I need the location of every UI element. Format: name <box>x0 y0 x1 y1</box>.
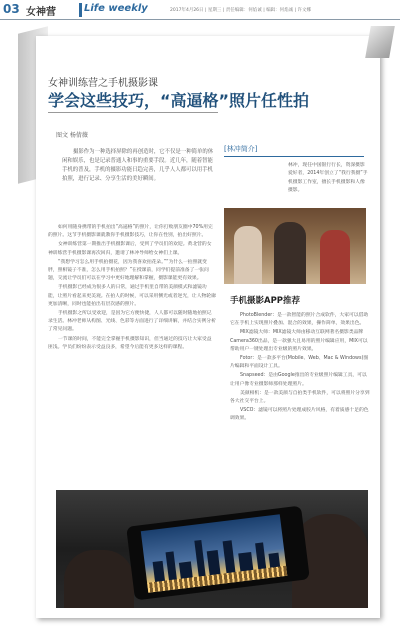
bio-box-rule <box>224 156 364 157</box>
building <box>166 551 178 582</box>
smartphone <box>126 506 310 601</box>
person-figure <box>234 226 262 284</box>
title-rule <box>48 112 218 113</box>
page-header <box>0 0 400 20</box>
section-name: 女神营 <box>26 7 56 18</box>
header-divider <box>79 3 82 17</box>
body-paragraph: 如何用随身携带的手机拍出“高逼格”的照片，让你打败朋友圈中70%用完的照片。这节手机摄影课就教你手机摄影技巧，让你在性别，拍出好照片。 <box>48 225 213 239</box>
body-paragraph: “我想学习怎么用手机拍摄花，因为我喜欢拍花朵。”“为什么一拍照就变胖，照相镜子不准，怎么用手机拍照？”在授课前，同学们提前准备了一张问题，交流让学员们可以在学习中更好地理解和掌握，摄影课能更有效果。 <box>48 259 209 282</box>
app-list <box>230 312 370 488</box>
article-title: 学会这些技巧，“高逼格”照片任性拍 <box>48 91 310 110</box>
page-number: 03 <box>3 2 20 16</box>
body-paragraph: 手机摄影之所以受欢迎，是因为它方便快捷，人人都可以随时随地拍照记录生活。林冲老师从构图、光线、色彩等方面进行了详细讲解，并结合实例分析了常见问题。 <box>48 311 216 333</box>
body-paragraph: 手机摄影已经成为很多人的日常，通过手机里自带的美颜模式和滤镜功能，让照片看起来更美观。在拍人的时候，可以采用侧光或者逆光，让人物轮廓更加清晰，同时也能拍出有层次感的照片。 <box>48 285 216 307</box>
group-photo <box>224 208 366 284</box>
app-item: PhotoBlender：是一款智能的照片合成软件，大家可以借助它在手机上实现照片叠加、混合的效果，操作简单，效果出色。 <box>230 313 369 327</box>
hero-phone-photo <box>56 490 368 608</box>
building <box>255 542 266 571</box>
person-figure <box>320 230 350 284</box>
app-item: Snapseed：是由Google推出的专业级照片编辑工具，可以让用户像专业摄影师那样处理照片。 <box>230 373 367 387</box>
app-recommendation-title: 手机摄影APP推荐 <box>230 296 301 306</box>
person-figure <box>274 222 306 284</box>
bio-box-title: [林冲简介] <box>224 145 258 153</box>
brand-name: Life weekly <box>84 3 148 14</box>
byline: 图文 杨倩薇 <box>56 132 88 139</box>
body-paragraph: 一节课的时间，不能完全掌握手机摄影知识，但当通过的技巧让大家受益匪浅。学员们纷纷表示受益良多，希望今后能有更多这样的课程。 <box>48 336 212 350</box>
page-curl <box>365 26 395 58</box>
building <box>194 540 206 579</box>
app-item: Fotor：是一款多平台(Mobile、Web、Mac & Windows)图片编辑和平面设计工具。 <box>230 356 369 370</box>
left-hand <box>64 550 134 608</box>
city-night-screen <box>141 514 288 593</box>
app-item: MIX滤镜大师：MIX滤镜大师由移动互联网著名摄影类品牌Camera360出品，是一款强大且易用的照片编辑应用，MIX可以帮助用户一键处理出专业级的照片效果。 <box>230 330 368 352</box>
building <box>223 540 236 575</box>
article-body <box>48 224 216 484</box>
bio-text: 林冲，现任中国银行行长，资深摄影爱好者，2014年创立了“我行我摄”手机摄影工作室，擅长手机摄影和人像摄影。 <box>288 163 368 194</box>
lead-paragraph: 摄影作为一种选择屏除的再创造时，它不仅是一种简单的休闲和娱乐，也是记录普通人和事的重要手段。近几年，随着智能手机的普及，手机的摄影功能日趋完善，几乎人人都可以用手机拍照，进行记录、分享生活的美好瞬间。 <box>62 149 214 182</box>
app-item: VSCO：滤镜可以将照片处理成胶片风格，有着质感十足的色调效果。 <box>230 408 369 422</box>
issue-meta: 2017年4月26日 | 星期三 | 责任编辑：何焰诚 | 编辑：何焰诚 | 许文娜 <box>170 8 312 13</box>
article-subtitle: 女神训练营之手机摄影课 <box>48 78 158 89</box>
app-item: 美颜相机：是一款美颜与自拍类手机软件，可以将照片分享到各大社交平台上。 <box>230 390 370 405</box>
body-paragraph: 女神训练营第一期推出手机摄影课后，受到了学员们的欢迎。黄北营的女神训练营手机摄影课再次回归，邀请了林冲导师给女神们上课。 <box>48 242 212 256</box>
